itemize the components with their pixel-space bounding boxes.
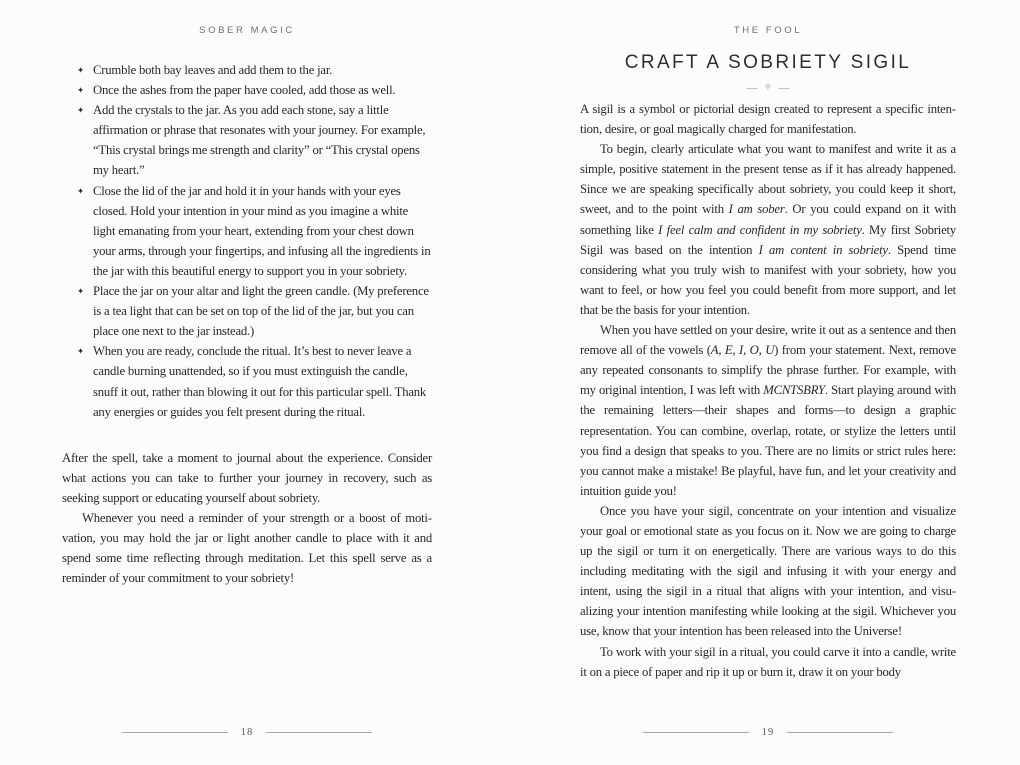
bullet-item <box>62 60 432 80</box>
italic-text-run: MCNTSBRY <box>763 383 825 398</box>
page-footer-left <box>62 728 432 739</box>
running-head-left: SOBER MAGIC <box>199 25 295 36</box>
text-run: Once you have your sigil, concentrate on your intention and visualize your goal or emotional state as you focus on it. Now we are going to charge up the sigil or turn it on energetically. There are various ways to do this including meditating with the sigil and infusing it with your energy and intent, using the sigil in a ritual that aligns with your intention, and visualizing your intention manifesting while looking at the sigil. Whichever you use, know that your intention has been released into the Universe! <box>580 503 956 639</box>
footer-rule <box>266 732 372 733</box>
star-bullet-icon: ✦ <box>77 105 84 116</box>
left-page-body <box>62 60 432 588</box>
ornament-dash: — <box>746 82 758 94</box>
page-number: 19 <box>761 726 775 738</box>
bullet-text: Once the ashes from the paper have cooled, add those as well. <box>93 83 396 98</box>
footer-rule <box>787 732 893 733</box>
bullet-item <box>62 281 432 341</box>
bullet-text: Place the jar on your altar and light the green candle. (My preference is a tea light that can be set on top of the lid of the jar, but you can place one next to the jar instead.) <box>93 284 429 339</box>
chapter-title: CRAFT A SOBRIETY SIGIL <box>624 52 912 73</box>
right-paragraphs <box>580 99 956 682</box>
text-run: . Start playing around with the remaining letters—their shapes and forms—to design a graphic representation. You can combine, overlap, rotate, or stylize the letters until you find a design that speaks to you. There are no limits or strict rules here: you cannot make a mistake! Be playful, have fun, and let your creativity and intuition guide you! <box>580 383 956 498</box>
bullet-item <box>62 100 432 180</box>
text-run: ) from your statement. Next, remove any repeated consonants to simplify the phrase further. For example, with my original intention, I was left with <box>580 343 956 398</box>
footer-rule <box>643 732 749 733</box>
body-paragraph <box>580 501 956 642</box>
left-page <box>62 0 432 765</box>
star-bullet-icon: ✦ <box>77 346 84 357</box>
star-bullet-icon: ✦ <box>77 85 84 96</box>
italic-text-run: I feel calm and confident in my sobriety <box>658 222 862 237</box>
bullet-item <box>62 181 432 281</box>
running-head-right: THE FOOL <box>733 25 803 36</box>
bullet-text: Close the lid of the jar and hold it in your hands with your eyes closed. Hold your intention in your mind as you imagine a white light emanating from your heart, extending from your chest down your arms, through your fingertips, and infusing all the ingredients in the jar with this beautiful energy to support you in your sobriety. <box>93 183 431 278</box>
body-paragraph <box>580 320 956 501</box>
italic-text-run: I am sober <box>728 202 785 217</box>
footer-rule <box>122 732 228 733</box>
body-paragraph <box>580 99 956 139</box>
text-run: . My first Sobriety Sigil was based on the intention <box>580 222 956 257</box>
diamond-ornament-icon <box>580 82 956 94</box>
text-run: When you have settled on your desire, write it out as a sentence and then remove all of the vowels ( <box>580 323 956 358</box>
bullet-text: Crumble both bay leaves and add them to the jar. <box>93 63 333 77</box>
page-number: 18 <box>240 726 254 738</box>
right-page <box>580 0 956 765</box>
ornament-dash: — <box>778 82 790 94</box>
star-bullet-icon: ✦ <box>77 286 84 297</box>
body-paragraph: After the spell, take a moment to journal about the experience. Consider what actions you can take to further your journey in recovery, such as seeking support or educating yourself about sobriety. <box>62 450 432 505</box>
italic-text-run: A, E, I, O, U <box>710 343 775 358</box>
text-run: To begin, clearly articulate what you want to manifest and write it as a simple, positive statement in the present tense as if it has already happened. Since we are speaking specifically about sobriety, you could keep it short, sweet, and to the point with <box>580 142 956 217</box>
bullet-item <box>62 341 432 421</box>
bullet-text: When you are ready, conclude the ritual. It’s best to never leave a candle burning unattended, so if you must extinguish the candle, snuff it out, rather than blowing it out for this particular spell. Thank any energies or guides you felt present during the ritual. <box>93 344 427 419</box>
page-footer-right <box>580 728 956 739</box>
body-paragraph <box>580 139 956 320</box>
bullet-item <box>62 80 432 100</box>
body-paragraph: Whenever you need a reminder of your strength or a boost of motivation, you may hold the jar or light another candle to place with it and spend some time reflecting through meditation. Let this spell serve as a reminder of your commitment to your sobriety! <box>62 510 432 586</box>
left-paragraphs <box>62 448 432 589</box>
body-paragraph <box>580 642 956 682</box>
text-run: . Spend time considering what you truly wish to manifest with your sobriety, how you want to feel, or how you feel you could benefit from more support, and let that be the basis for your intention. <box>580 242 956 317</box>
star-bullet-icon: ✦ <box>77 185 84 196</box>
star-bullet-icon: ✦ <box>77 65 84 75</box>
bullet-list <box>62 60 432 422</box>
diamond-icon: ✧ <box>763 82 773 93</box>
text-run: A sigil is a symbol or pictorial design created to represent a specific intention, desire, or goal magically charged for manifestation. <box>580 102 956 137</box>
bullet-text: Add the crystals to the jar. As you add each stone, say a little affirmation or phrase that resonates with your journey. For example, “This crystal brings me strength and clarity” or “This crystal opens my heart.” <box>93 103 426 178</box>
text-run: . Or you could expand on it with something like <box>580 202 956 237</box>
italic-text-run: I am content in sobriety <box>758 242 888 257</box>
text-run: To work with your sigil in a ritual, you could carve it into a candle, write it on a piece of paper and rip it up or burn it, draw it on your body <box>580 644 956 679</box>
